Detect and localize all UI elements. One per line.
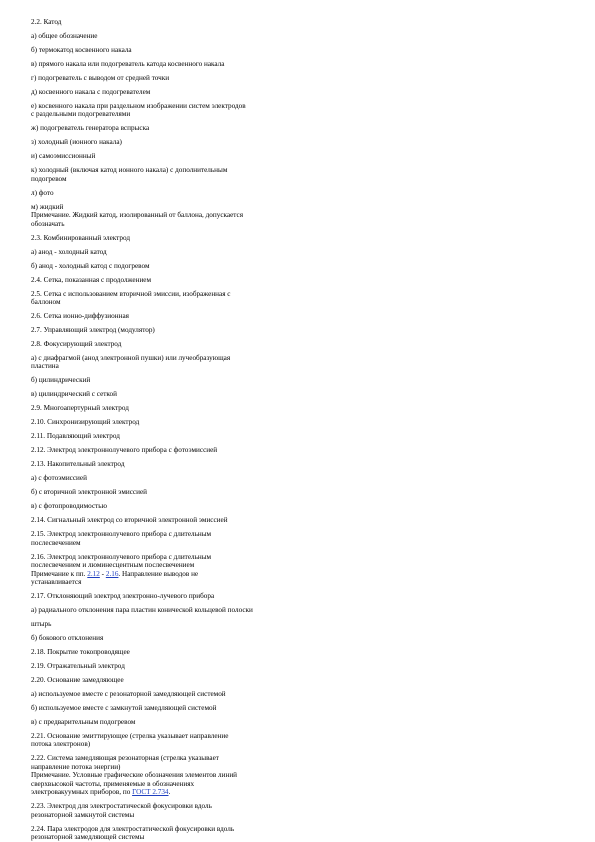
section-heading: 2.4. Сетка, показанная с продолжением [31, 275, 152, 284]
section-heading-continuation: потока электронов) [31, 740, 91, 749]
section-heading: 2.17. Отклоняющий электрод электронно-лучевого прибора [31, 592, 215, 601]
note: Примечание. Условные графические обозначения элементов линий [31, 771, 238, 780]
link-gost-2-734[interactable]: ГОСТ 2.734 [132, 788, 169, 797]
list-item: к) холодный (включая катод ионного накала) с дополнительным [31, 166, 228, 175]
list-item: б) цилиндрический [31, 376, 91, 385]
list-item-continuation: штырь [31, 620, 52, 629]
section-heading: 2.10. Синхронизирующий электрод [31, 418, 140, 427]
list-item: а) анод - холодный катод [31, 247, 107, 256]
section-heading: 2.24. Пара электродов для электростатической фокусировки вдоль [31, 824, 235, 833]
section-heading-continuation: послесвечением [31, 538, 81, 547]
note-period: . [168, 788, 171, 797]
section-heading: 2.14. Сигнальный электрод со вторичной электронной эмиссией [31, 516, 228, 525]
list-item: з) холодный (ионного накала) [31, 138, 122, 147]
section-heading: 2.8. Фокусирующий электрод [31, 340, 122, 349]
note-prefix: Примечание к пп. [31, 569, 88, 578]
section-heading: 2.20. Основание замедляющее [31, 676, 124, 685]
list-item: в) прямого накала или подогреватель катода косвенного накала [31, 60, 225, 68]
note-with-links [31, 570, 311, 578]
section-heading: 2.5. Сетка с использованием вторичной эмиссии, изображенная с [31, 289, 231, 298]
list-item: в) с предварительным подогревом [31, 718, 136, 727]
section-heading-continuation: послесвечением и люминесцентным послесвечением [31, 561, 195, 570]
section-heading: 2.13. Накопительный электрод [31, 460, 125, 469]
section-heading: 2.15. Электрод электроннолучевого прибора с длительным [31, 530, 212, 539]
list-item: б) бокового отклонения [31, 634, 104, 643]
list-item-continuation: подогревом [31, 174, 67, 183]
list-item: а) радиального отклонения пара пластин конической кольцевой полоски [31, 606, 253, 615]
list-item: б) термокатод косвенного накала [31, 46, 132, 54]
section-heading: 2.3. Комбинированный электрод [31, 233, 131, 242]
list-item: в) с фотопроводимостью [31, 502, 107, 511]
note-dash: - [99, 569, 106, 578]
list-item: д) косвенного накала с подогревателем [31, 88, 151, 96]
list-item-continuation: пластина [31, 362, 59, 371]
list-item: ж) подогреватель генератора вспрыска [31, 124, 150, 133]
section-heading: 2.19. Отражательный электрод [31, 662, 125, 671]
section-heading: 2.21. Основание эмиттирующее (стрелка указывает направление [31, 732, 229, 741]
note-with-link [31, 788, 311, 796]
section-heading: 2.7. Управляющий электрод (модулятор) [31, 326, 155, 335]
section-heading: 2.9. Многоапертурный электрод [31, 404, 129, 413]
section-heading: 2.22. Система замедляющая резонаторная (стрелка указывает [31, 754, 219, 763]
section-heading: 2.6. Сетка ионно-диффузионная [31, 312, 129, 321]
list-item: а) используемое вместе с резонаторной замедляющей системой [31, 690, 226, 699]
section-heading: 2.16. Электрод электроннолучевого прибора с длительным [31, 552, 212, 561]
list-item: м) жидкий [31, 202, 64, 211]
list-item: и) самоэмиссионный [31, 152, 96, 161]
section-heading: 2.23. Электрод для электростатической фокусировки вдоль [31, 802, 212, 811]
link-item-2-16[interactable]: 2.16 [105, 569, 119, 578]
list-item: г) подогреватель с выводом от средней точки [31, 74, 170, 82]
section-heading: 2.12. Электрод электроннолучевого прибора с фотоэмиссией [31, 446, 218, 455]
list-item: а) с фотоэмиссией [31, 474, 87, 483]
list-item: а) с диафрагмой (анод электронной пушки) или лучеобразующая [31, 354, 231, 363]
section-heading: 2.2. Катод [31, 18, 62, 26]
note-continuation: обозначать [31, 219, 65, 228]
list-item: в) цилиндрический с сеткой [31, 390, 117, 399]
section-heading: 2.11. Подавляющий электрод [31, 432, 120, 441]
section-heading-continuation: баллоном [31, 298, 61, 307]
list-item-continuation: с раздельными подогревателями [31, 110, 131, 119]
link-item-2-12[interactable]: 2.12 [87, 569, 100, 578]
list-item: е) косвенного накала при раздельном изображении систем электродов [31, 102, 246, 110]
list-item: л) фото [31, 188, 54, 197]
section-heading-continuation: резонаторной замедляющей системы [31, 832, 145, 841]
note-continuation: сверхвысокой частоты, применяемые в обозначениях [31, 779, 195, 788]
note-suffix: . Направление выводов не [118, 569, 199, 578]
note: Примечание. Жидкий катод, изолированный от баллона, допускается [31, 211, 243, 220]
note-prefix: электровакуумных приборов, по [31, 788, 133, 797]
list-item: а) общее обозначение [31, 32, 98, 40]
list-item: б) анод - холодный катод с подогревом [31, 261, 150, 270]
document-text [31, 18, 311, 841]
list-item: б) с вторичной электронной эмиссией [31, 488, 147, 497]
section-heading-continuation: направление потока энергии) [31, 762, 121, 771]
list-item: б) используемое вместе с замкнутой замедляющей системой [31, 704, 217, 713]
note-continuation: устанавливается [31, 578, 82, 587]
section-heading: 2.18. Покрытие токопроводящее [31, 648, 130, 657]
section-heading-continuation: резонаторной замкнутой системы [31, 810, 135, 819]
